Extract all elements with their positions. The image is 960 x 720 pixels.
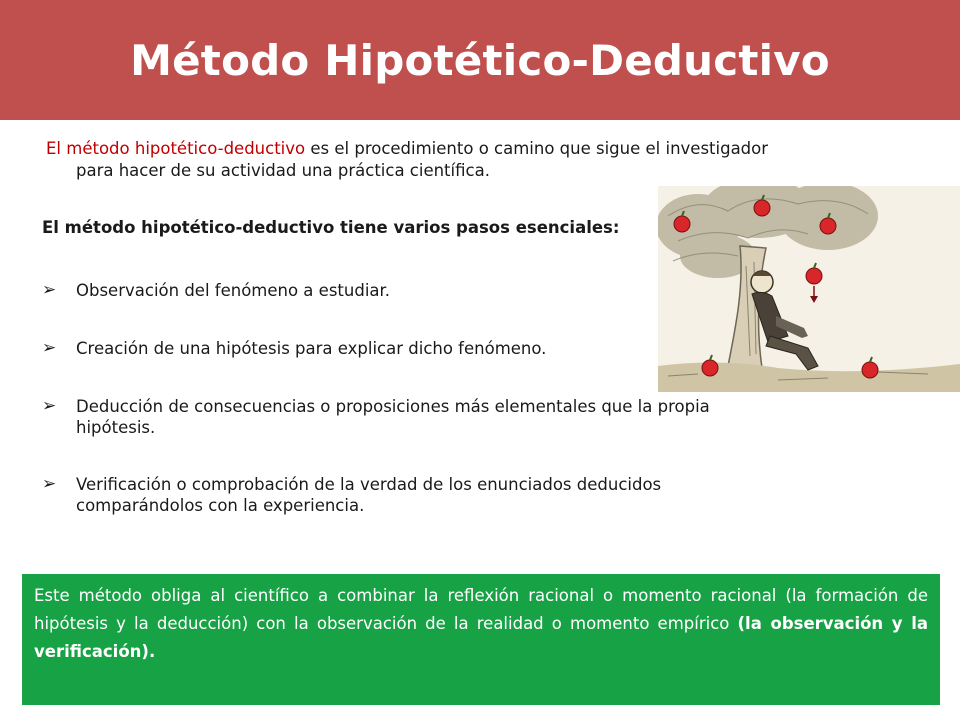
step-text: Observación del fenómeno a estudiar. [76,281,391,300]
step-text: Creación de una hipótesis para explicar dicho fenómeno. [76,339,547,358]
page-title: Método Hipotético-Deductivo [130,35,830,85]
steps-heading: El método hipotético-deductivo tiene varios pasos esenciales: [42,218,620,237]
summary-text: Este método obliga al científico a combinar la reflexión racional o momento racional (la formación de hipótesis y la deducción) con la observación de la realidad o momento empírico [34,586,928,633]
step-text: Verificación o comprobación de la verdad de los enunciados deducidos comparándolos con la experiencia. [76,475,662,515]
step-item-3 [42,396,762,438]
title-banner [0,0,960,120]
step-item-4 [42,474,762,516]
arrowhead-bullet-icon: ➢ [42,338,57,358]
intro-highlight: El método hipotético-deductivo [46,139,306,158]
arrowhead-bullet-icon: ➢ [42,396,57,416]
summary-box [22,574,940,705]
arrowhead-bullet-icon: ➢ [42,280,57,300]
newton-apple-tree-icon [658,186,960,392]
step-text: Deducción de consecuencias o proposiciones más elementales que la propia hipótesis. [76,397,710,437]
arrowhead-bullet-icon: ➢ [42,474,57,494]
summary-bold-text: (la observación y la verificación). [34,614,928,661]
step-item-1 [42,280,762,301]
step-item-2 [42,338,762,359]
intro-paragraph [46,138,796,182]
intro-text: es el procedimiento o camino que sigue el investigador para hacer de su actividad una práctica científica. [76,139,769,180]
